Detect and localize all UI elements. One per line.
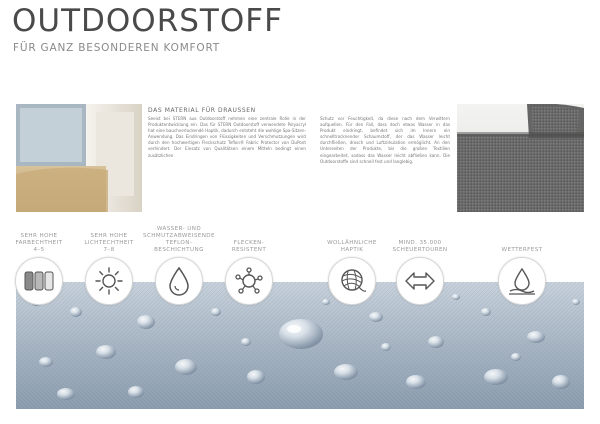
feature-label xyxy=(316,218,388,254)
water-drop-icon xyxy=(167,266,191,296)
feature-label-line: MIND. 35.000 xyxy=(398,240,442,246)
feature-icon-circle xyxy=(328,257,376,305)
sun-icon xyxy=(94,266,124,296)
feature-label-line: TEFLON- xyxy=(165,240,193,246)
feature-label-line: HAPTIK xyxy=(340,247,364,253)
feature-label-line: 7–8 xyxy=(103,247,115,253)
color-swatch-icon xyxy=(24,269,54,293)
sofa-fabric-photo xyxy=(457,104,584,212)
page-subtitle: FÜR GANZ BESONDEREN KOMFORT xyxy=(13,42,221,54)
feature-label xyxy=(213,218,285,254)
feature-label xyxy=(73,218,145,254)
feature-label xyxy=(143,218,215,254)
feature-icon-circle xyxy=(396,257,444,305)
feature-label-line: RESISTENT xyxy=(231,247,267,253)
feature-label-line: WETTERFEST xyxy=(501,247,543,253)
feature-label-line: SEHR HOHE xyxy=(90,233,128,239)
text-column-1: Seeist bei STERN aus Outdoorstoff nehmen eine zentrale Rolle in der Produktentwicklung ein. Das für STERN Outdoorstoff verwendete Polyacryl hat eine bauchverlockendé Haptik, dadurch entsteht die wohlige Spa-Sitzen-Anwendung. Das Eindringen von Flüssigkeiten und Verschmutzungen wird durch den hochwertigen Fleckschutz Teflon® Fabric Protector von DuPont verhindert. Der Einsatz von Qualitätsen einem Mitteln bedingt einen zusätzlichen xyxy=(148,116,306,158)
feature-label-line: LICHTECHTHEIT xyxy=(84,240,134,246)
feature-label-line: SEHR HOHE xyxy=(20,233,58,239)
feature-label-line: WASSER- UND xyxy=(156,226,202,232)
feature-label-line: FARBECHTHEIT xyxy=(15,240,63,246)
feature-label-line: SCHMUTZABWEISENDE xyxy=(143,233,215,239)
drop-on-surface-icon xyxy=(507,266,537,296)
feature-icon-circle xyxy=(498,257,546,305)
feature-icon-circle xyxy=(225,257,273,305)
yarn-ball-icon xyxy=(337,266,367,296)
feature-icon-circle xyxy=(85,257,133,305)
feature-label-line: WOLLÄHNLICHE xyxy=(327,240,377,246)
feature-label-line: BESCHICHTUNG xyxy=(154,247,204,253)
feature-label xyxy=(3,218,75,254)
feature-label-line: SCHEUERTOUREN xyxy=(392,247,448,253)
double-arrow-icon xyxy=(404,270,436,292)
feature-icon-circle xyxy=(15,257,63,305)
page-title: OUTDOORSTOFF xyxy=(12,3,283,39)
section-heading: DAS MATERIAL FÜR DRAUSSEN xyxy=(148,107,256,114)
feature-label-line: FLECKEN- xyxy=(233,240,265,246)
feature-label-line: 4–5 xyxy=(33,247,45,253)
feature-label xyxy=(384,218,456,254)
feature-label xyxy=(486,218,558,254)
feature-icon-circle xyxy=(155,257,203,305)
text-column-2: Schutz vor Feuchtigkeit, da diese nach dem Verwittern aufquellen. Für den Fall, dass doch etwas Wasser in das Produkt eindringt, befindet sich im Innern ein schnelltrocknender Schaumstoff, der das Wasser leicht durchfließen, drosch und Luftzirkulation ermöglicht. An den Unterseiten der Produkte, bis die großen Textilien eingearbeitet, sodass das Wasser leicht abfließen kann. Die Outdoorstoffe sind schnell fest und langlebig. xyxy=(320,116,450,164)
splash-icon xyxy=(234,266,264,296)
window-fabric-photo xyxy=(16,104,142,212)
